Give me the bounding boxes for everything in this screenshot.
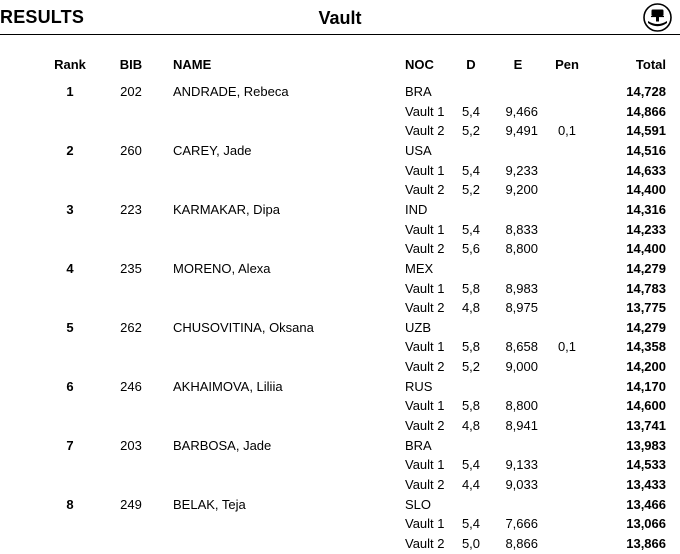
noc-cell: SLO: [405, 497, 432, 512]
report-header: [0, 0, 680, 34]
vault-total-cell: 14,400: [626, 241, 666, 256]
d-score-cell: 5,8: [461, 398, 481, 413]
penalty-cell: 0,1: [557, 123, 577, 138]
rank-cell: 4: [66, 261, 74, 276]
d-score-cell: 5,2: [461, 123, 481, 138]
vault-total-cell: 14,783: [626, 281, 666, 296]
bib-cell: 203: [120, 438, 142, 453]
vault-label-cell: Vault 1: [405, 398, 445, 413]
noc-cell: IND: [405, 202, 428, 217]
d-score-cell: 5,4: [461, 516, 481, 531]
name-cell: CAREY, Jade: [173, 143, 252, 158]
e-score-cell: 8,800: [505, 241, 538, 256]
vault-label-cell: Vault 1: [405, 516, 445, 531]
bib-cell: 246: [120, 379, 142, 394]
d-score-cell: 5,8: [461, 339, 481, 354]
e-score-cell: 9,133: [505, 457, 538, 472]
bib-cell: 202: [120, 84, 142, 99]
penalty-cell: [550, 241, 584, 257]
penalty-cell: [550, 516, 584, 532]
d-score-cell: 5,4: [461, 163, 481, 178]
vault-total-cell: 14,533: [626, 457, 666, 472]
noc-cell: MEX: [405, 261, 434, 276]
total-cell: 14,279: [626, 320, 666, 335]
rank-cell: 5: [66, 320, 74, 335]
vault-total-cell: 13,066: [626, 516, 666, 531]
bib-cell: 262: [120, 320, 142, 335]
name-cell: BELAK, Teja: [173, 497, 246, 512]
vault-total-cell: 14,400: [626, 182, 666, 197]
vault-total-cell: 13,433: [626, 477, 666, 492]
penalty-cell: [550, 477, 584, 493]
e-score-cell: 9,000: [505, 359, 538, 374]
total-cell: 14,516: [626, 143, 666, 158]
e-score-cell: 8,658: [505, 339, 538, 354]
gymnastics-logo-icon: [643, 3, 672, 32]
e-score-cell: 9,200: [505, 182, 538, 197]
vault-total-cell: 13,741: [626, 418, 666, 433]
name-cell: CHUSOVITINA, Oksana: [173, 320, 314, 335]
rank-cell: 2: [66, 143, 74, 158]
penalty-cell: [550, 163, 584, 179]
penalty-cell: [550, 536, 584, 552]
bib-cell: 249: [120, 497, 142, 512]
rank-cell: 1: [66, 84, 74, 99]
e-score-cell: 8,975: [505, 300, 538, 315]
penalty-cell: [550, 418, 584, 434]
vault-label-cell: Vault 2: [405, 123, 445, 138]
vault-label-cell: Vault 2: [405, 359, 445, 374]
rank-cell: 6: [66, 379, 74, 394]
name-cell: KARMAKAR, Dipa: [173, 202, 280, 217]
d-score-cell: 4,4: [461, 477, 481, 492]
e-score-cell: 8,800: [505, 398, 538, 413]
vault-total-cell: 14,866: [626, 104, 666, 119]
vault-total-cell: 14,633: [626, 163, 666, 178]
column-header-pen: Pen: [555, 57, 579, 72]
e-score-cell: 7,666: [505, 516, 538, 531]
d-score-cell: 5,8: [461, 281, 481, 296]
vault-label-cell: Vault 1: [405, 163, 445, 178]
rank-cell: 8: [66, 497, 74, 512]
d-score-cell: 4,8: [461, 300, 481, 315]
vault-label-cell: Vault 1: [405, 222, 445, 237]
e-score-cell: 8,866: [505, 536, 538, 551]
d-score-cell: 5,2: [461, 182, 481, 197]
d-score-cell: 5,2: [461, 359, 481, 374]
vault-label-cell: Vault 2: [405, 536, 445, 551]
penalty-cell: [550, 281, 584, 297]
d-score-cell: 5,4: [461, 222, 481, 237]
noc-cell: USA: [405, 143, 432, 158]
vault-label-cell: Vault 1: [405, 104, 445, 119]
e-score-cell: 8,833: [505, 222, 538, 237]
vault-label-cell: Vault 2: [405, 418, 445, 433]
vault-total-cell: 14,200: [626, 359, 666, 374]
name-cell: BARBOSA, Jade: [173, 438, 272, 453]
header-rule: [0, 34, 680, 35]
total-cell: 13,983: [626, 438, 666, 453]
column-header-name: NAME: [173, 57, 212, 72]
noc-cell: RUS: [405, 379, 433, 394]
noc-cell: BRA: [405, 84, 432, 99]
penalty-cell: [550, 359, 584, 375]
d-score-cell: 5,0: [461, 536, 481, 551]
vault-total-cell: 14,358: [626, 339, 666, 354]
e-score-cell: 8,983: [505, 281, 538, 296]
vault-label-cell: Vault 1: [405, 457, 445, 472]
penalty-cell: [550, 104, 584, 120]
bib-cell: 235: [120, 261, 142, 276]
column-header-d: D: [466, 57, 476, 72]
bib-cell: 223: [120, 202, 142, 217]
column-header-total: Total: [635, 57, 666, 72]
d-score-cell: 5,4: [461, 104, 481, 119]
vault-label-cell: Vault 1: [405, 281, 445, 296]
rank-cell: 3: [66, 202, 74, 217]
vault-total-cell: 14,600: [626, 398, 666, 413]
penalty-cell: [550, 398, 584, 414]
column-header-rank: Rank: [54, 57, 86, 72]
vault-label-cell: Vault 2: [405, 182, 445, 197]
noc-cell: BRA: [405, 438, 432, 453]
vault-total-cell: 14,233: [626, 222, 666, 237]
penalty-cell: [550, 457, 584, 473]
d-score-cell: 5,6: [461, 241, 481, 256]
vault-total-cell: 14,591: [626, 123, 666, 138]
name-cell: MORENO, Alexa: [173, 261, 271, 276]
vault-label-cell: Vault 2: [405, 241, 445, 256]
name-cell: AKHAIMOVA, Liliia: [173, 379, 283, 394]
total-cell: 13,466: [626, 497, 666, 512]
vault-label-cell: Vault 2: [405, 300, 445, 315]
e-score-cell: 9,466: [505, 104, 538, 119]
total-cell: 14,170: [626, 379, 666, 394]
total-cell: 14,728: [626, 84, 666, 99]
e-score-cell: 9,233: [505, 163, 538, 178]
d-score-cell: 5,4: [461, 457, 481, 472]
vault-total-cell: 13,866: [626, 536, 666, 551]
noc-cell: UZB: [405, 320, 431, 335]
penalty-cell: [550, 300, 584, 316]
e-score-cell: 9,491: [505, 123, 538, 138]
total-cell: 14,279: [626, 261, 666, 276]
name-cell: ANDRADE, Rebeca: [173, 84, 289, 99]
e-score-cell: 8,941: [505, 418, 538, 433]
penalty-cell: [550, 222, 584, 238]
column-header-noc: NOC: [405, 57, 434, 72]
e-score-cell: 9,033: [505, 477, 538, 492]
vault-label-cell: Vault 1: [405, 339, 445, 354]
vault-label-cell: Vault 2: [405, 477, 445, 492]
penalty-cell: 0,1: [557, 339, 577, 354]
vault-total-cell: 13,775: [626, 300, 666, 315]
total-cell: 14,316: [626, 202, 666, 217]
rank-cell: 7: [66, 438, 74, 453]
results-title: RESULTS: [0, 7, 85, 27]
event-title: Vault: [318, 8, 362, 28]
column-header-e: E: [513, 57, 523, 72]
column-header-bib: BIB: [119, 57, 143, 72]
d-score-cell: 4,8: [461, 418, 481, 433]
penalty-cell: [550, 182, 584, 198]
bib-cell: 260: [120, 143, 142, 158]
